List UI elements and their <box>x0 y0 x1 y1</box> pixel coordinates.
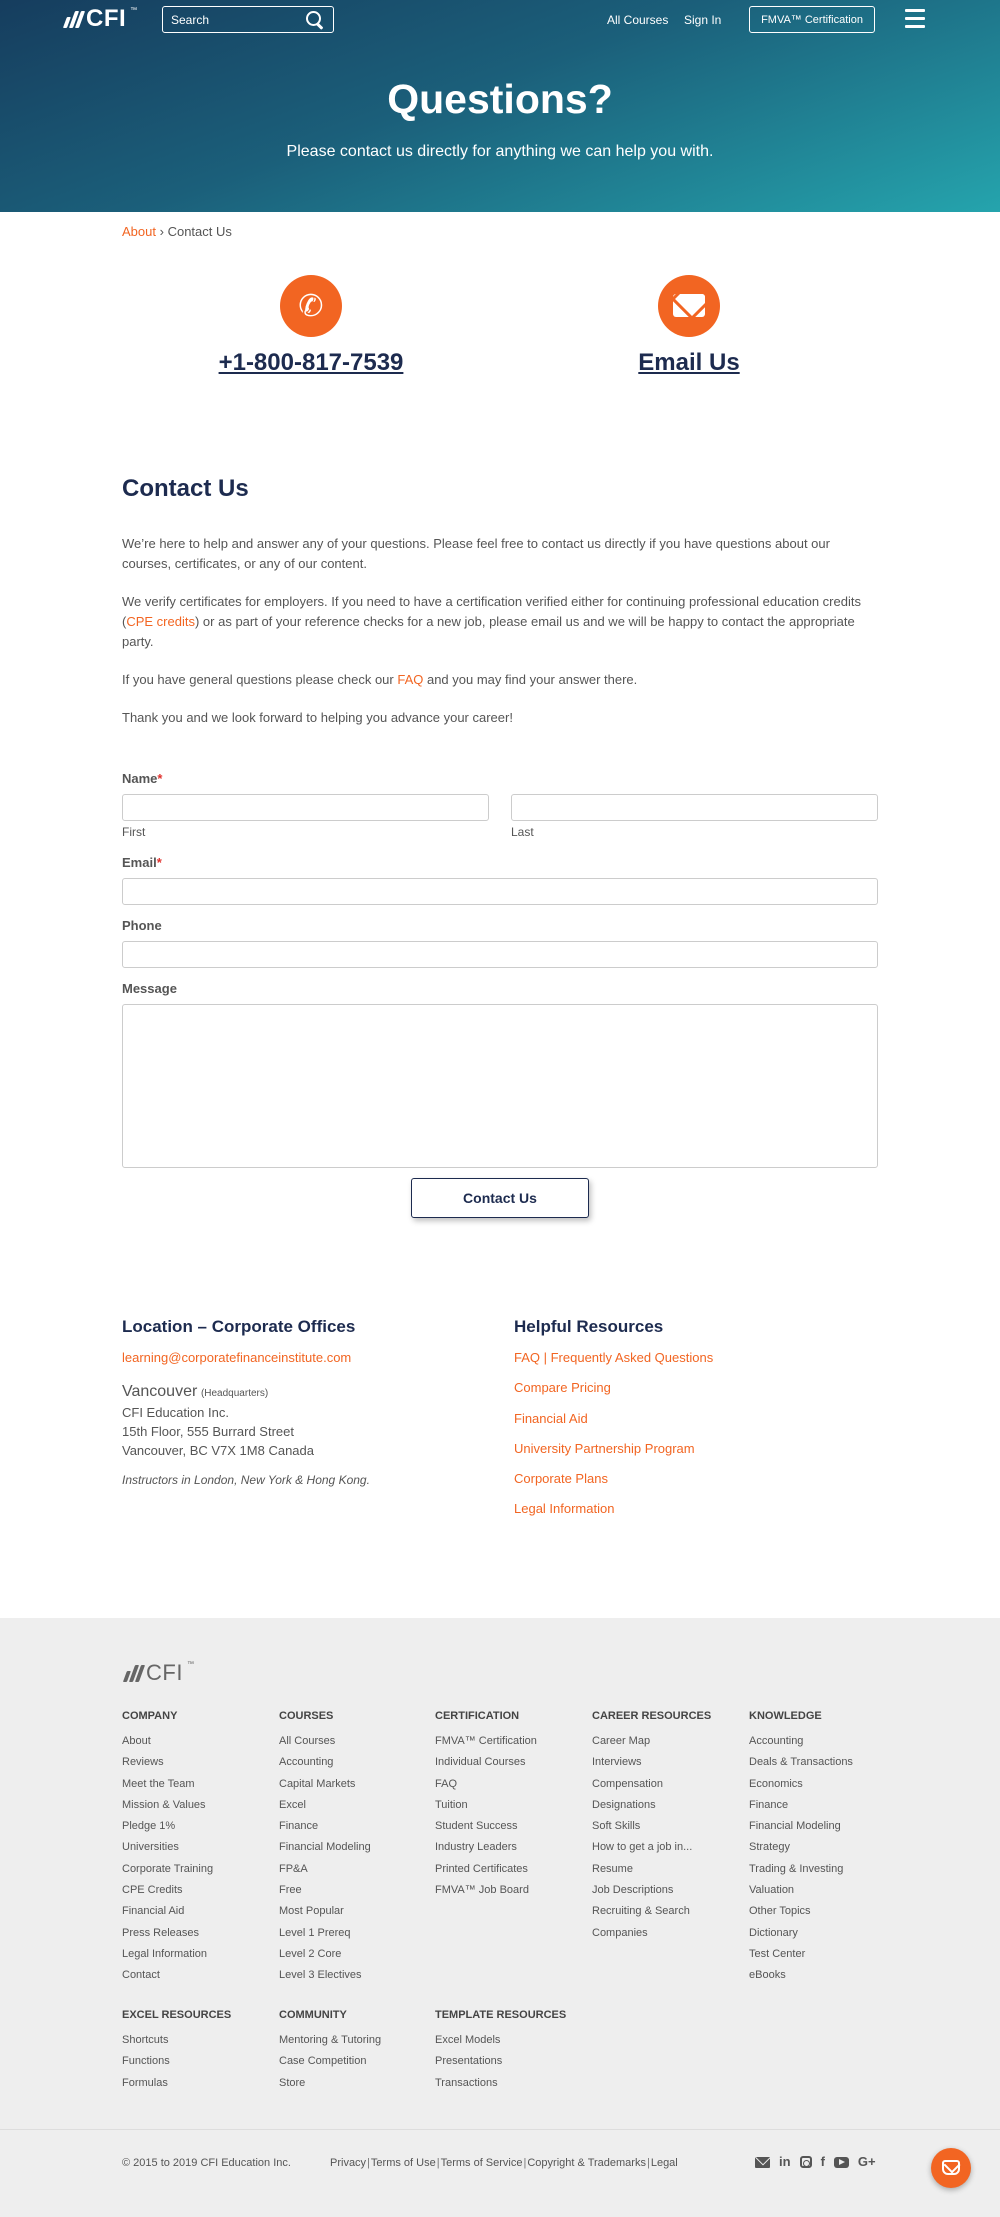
breadcrumb <box>122 224 232 239</box>
footer-logo[interactable]: CFI ™ <box>126 1661 194 1685</box>
resource-link-legal-information[interactable]: Legal Information <box>514 1501 615 1516</box>
hamburger-menu-icon[interactable] <box>905 9 925 29</box>
social-links <box>755 2154 876 2170</box>
phone-label: Phone <box>122 918 162 933</box>
name-label: Name* <box>122 771 163 786</box>
footer-column-career-resources: CAREER RESOURCES Career Map Interviews Compensation Designations Soft Skills How to get a job in... Resume Job Descriptions Recruiting & Search Companies <box>592 1710 711 1947</box>
cfi-logo[interactable]: CFI ™ <box>66 7 137 31</box>
phone-field[interactable] <box>122 941 878 968</box>
footer-link[interactable]: Deals & Transactions <box>749 1756 853 1769</box>
footer-link[interactable]: All Courses <box>279 1735 336 1747</box>
footer-link[interactable]: Designations <box>592 1798 656 1811</box>
footer-link[interactable]: FP&A <box>279 1862 308 1875</box>
city-address: Vancouver, BC V7X 1M8 Canada <box>122 1443 314 1458</box>
faq-paragraph: If you have general questions please check our FAQ and you may find your answer there. <box>122 672 638 687</box>
footer-link[interactable]: Legal Information <box>122 1947 207 1960</box>
company-name: CFI Education Inc. <box>122 1405 229 1420</box>
footer-link[interactable]: Individual Courses <box>435 1756 526 1769</box>
contact-us-submit-button[interactable]: Contact Us <box>411 1178 589 1218</box>
footer-link[interactable]: Career Map <box>592 1735 651 1747</box>
privacy-link[interactable]: Privacy <box>330 2157 367 2169</box>
footer-link[interactable]: About <box>122 1735 151 1747</box>
footer-link[interactable]: Pledge 1% <box>122 1820 176 1833</box>
street-address: 15th Floor, 555 Burrard Street <box>122 1424 294 1439</box>
last-name-field[interactable] <box>511 794 878 821</box>
footer-link[interactable]: Capital Markets <box>279 1777 356 1790</box>
thank-you-paragraph: Thank you and we look forward to helping you advance your career! <box>122 710 513 725</box>
envelope-icon[interactable] <box>658 275 720 337</box>
footer-column-template-resources: TEMPLATE RESOURCES Excel Models Presentations Transactions <box>435 2009 566 2097</box>
email-card <box>569 275 809 377</box>
footer-column-knowledge: KNOWLEDGE Accounting Deals & Transactions Economics Finance Financial Modeling Strategy Trading & Investing Valuation Other Topics Dictionary Test Center eBooks <box>749 1710 853 1990</box>
top-navigation <box>0 0 1000 40</box>
email-us-link[interactable]: Email Us <box>638 349 740 376</box>
copyright-trademarks-link[interactable]: Copyright & Trademarks <box>527 2157 646 2169</box>
footer-link[interactable]: Level 1 Prereq <box>279 1926 351 1939</box>
headquarters-note: (Headquarters) <box>200 1388 269 1399</box>
terms-of-service-link[interactable]: Terms of Service <box>440 2157 523 2169</box>
footer-link[interactable]: Recruiting & Search <box>592 1905 690 1918</box>
faq-link[interactable]: FAQ <box>397 672 424 687</box>
youtube-icon[interactable] <box>834 2157 849 2168</box>
cpe-credits-link[interactable]: CPE credits <box>126 614 195 629</box>
footer-link[interactable]: Free <box>279 1884 302 1897</box>
footer-link[interactable]: Meet the Team <box>122 1777 195 1790</box>
footer-link[interactable]: Strategy <box>749 1841 790 1854</box>
footer-link[interactable]: Finance <box>749 1798 789 1811</box>
search-input[interactable] <box>162 6 334 33</box>
footer-link[interactable]: Financial Modeling <box>279 1841 371 1854</box>
footer-link[interactable]: Functions <box>122 2055 170 2068</box>
footer-link[interactable]: Other Topics <box>749 1905 811 1918</box>
footer-link[interactable]: Economics <box>749 1777 803 1790</box>
fmva-certification-button[interactable]: FMVA™ Certification <box>749 6 875 33</box>
location-title: Location – Corporate Offices <box>122 1317 356 1336</box>
footer-link[interactable]: FMVA™ Certification <box>435 1735 537 1747</box>
resource-link-university-partnership[interactable]: University Partnership Program <box>514 1441 695 1456</box>
footer-column-certification: CERTIFICATION FMVA™ Certification Individual Courses FAQ Tuition Student Success Industry Leaders Printed Certificates FMVA™ Job Board <box>435 1710 537 1904</box>
footer-link[interactable]: Reviews <box>122 1756 164 1769</box>
terms-of-use-link[interactable]: Terms of Use <box>370 2157 436 2169</box>
footer-link[interactable]: Transactions <box>435 2076 498 2089</box>
breadcrumb-separator: › <box>159 224 164 239</box>
footer-link[interactable]: Presentations <box>435 2055 503 2068</box>
footer-link[interactable]: Companies <box>592 1926 648 1939</box>
contact-section-title: Contact Us <box>122 475 249 502</box>
footer-link[interactable]: Accounting <box>749 1735 804 1747</box>
footer-link[interactable]: Printed Certificates <box>435 1862 528 1875</box>
breadcrumb-current: Contact Us <box>167 224 232 239</box>
chat-envelope-icon <box>942 2160 960 2175</box>
city-name: Vancouver <box>122 1383 198 1400</box>
email-field[interactable] <box>122 878 878 905</box>
footer-link[interactable]: Case Competition <box>279 2055 367 2068</box>
message-textarea[interactable] <box>122 1004 878 1168</box>
copyright-text: © 2015 to 2019 CFI Education Inc. <box>122 2157 291 2169</box>
email-label: Email* <box>122 855 162 870</box>
footer-link[interactable]: Valuation <box>749 1884 795 1897</box>
mail-icon[interactable] <box>755 2157 770 2168</box>
hero-banner <box>0 0 1000 212</box>
footer-logo-mark-icon <box>123 1665 145 1682</box>
chat-support-button[interactable] <box>931 2148 971 2188</box>
footer-link[interactable]: Compensation <box>592 1777 663 1790</box>
nav-sign-in-link[interactable]: Sign In <box>684 13 722 27</box>
footer-link[interactable]: Financial Modeling <box>749 1820 841 1833</box>
footer-link[interactable]: Mission & Values <box>122 1798 206 1811</box>
phone-number-link[interactable]: +1-800-817-7539 <box>218 349 404 376</box>
nav-all-courses-link[interactable]: All Courses <box>607 13 669 27</box>
footer-column-excel-resources: EXCEL RESOURCES Shortcuts Functions Formulas <box>122 2009 231 2097</box>
footer-link[interactable]: Finance <box>279 1820 319 1833</box>
facebook-icon[interactable]: f <box>820 2154 825 2169</box>
breadcrumb-about-link[interactable]: About <box>122 224 156 239</box>
phone-icon[interactable]: ✆ <box>280 275 342 337</box>
footer-bottom-bar <box>0 2130 1000 2217</box>
footer-link[interactable]: Level 2 Core <box>279 1947 342 1960</box>
footer-link[interactable]: Store <box>279 2076 306 2089</box>
linkedin-icon[interactable]: in <box>779 2154 791 2169</box>
footer-link[interactable]: Universities <box>122 1841 179 1854</box>
footer-link[interactable]: Student Success <box>435 1820 518 1833</box>
footer-link[interactable]: Excel <box>279 1798 306 1811</box>
phone-card <box>191 275 431 377</box>
hero-title: Questions? <box>387 76 613 122</box>
footer-link[interactable]: Accounting <box>279 1756 334 1769</box>
footer-link[interactable]: eBooks <box>749 1969 786 1982</box>
resource-link-corporate-plans[interactable]: Corporate Plans <box>514 1471 608 1486</box>
footer-link[interactable]: Resume <box>592 1862 633 1875</box>
resource-link-compare-pricing[interactable]: Compare Pricing <box>514 1380 611 1395</box>
resources-title: Helpful Resources <box>514 1317 664 1336</box>
footer-link[interactable]: Tuition <box>435 1798 468 1811</box>
instagram-icon[interactable] <box>800 2156 812 2168</box>
footer-link[interactable]: Industry Leaders <box>435 1841 517 1854</box>
search-placeholder: Search <box>171 12 210 27</box>
footer-link[interactable]: Mentoring & Tutoring <box>279 2034 382 2046</box>
intro-paragraph: We’re here to help and answer any of your questions. Please feel free to contact us directly if you have questions about our courses, certificates, or any of our content. <box>122 536 830 571</box>
footer-link[interactable]: How to get a job in... <box>592 1841 693 1854</box>
footer-column-community: COMMUNITY Mentoring & Tutoring Case Competition Store <box>279 2009 381 2097</box>
footer-link[interactable]: Press Releases <box>122 1926 200 1939</box>
footer-link[interactable]: Most Popular <box>279 1905 344 1918</box>
message-label: Message <box>122 981 177 996</box>
footer-link[interactable]: Test Center <box>749 1947 806 1960</box>
footer-link[interactable]: CPE Credits <box>122 1884 183 1897</box>
footer-divider <box>0 2129 1000 2130</box>
resource-link-faq[interactable]: FAQ | Frequently Asked Questions <box>514 1350 714 1365</box>
footer-link[interactable]: Trading & Investing <box>749 1862 844 1875</box>
location-email-link[interactable]: learning@corporatefinanceinstitute.com <box>122 1350 352 1365</box>
resource-link-financial-aid[interactable]: Financial Aid <box>514 1411 588 1426</box>
footer-link[interactable]: FMVA™ Job Board <box>435 1884 529 1897</box>
footer-link[interactable]: Soft Skills <box>592 1820 641 1833</box>
footer-link[interactable]: Job Descriptions <box>592 1884 674 1897</box>
footer-column-courses: COURSES All Courses Accounting Capital Markets Excel Finance Financial Modeling FP&A Free Most Popular Level 1 Prereq Level 2 Core Level 3 Electives <box>279 1710 371 1990</box>
last-sublabel: Last <box>511 825 534 839</box>
first-sublabel: First <box>122 825 146 839</box>
footer-link[interactable]: Excel Models <box>435 2034 501 2046</box>
address-block <box>122 1382 314 1460</box>
hero-subtitle: Please contact us directly for anything we can help you with. <box>286 143 714 160</box>
footer-link[interactable]: Dictionary <box>749 1926 798 1939</box>
footer-link[interactable]: Contact <box>122 1969 160 1982</box>
instructors-note: Instructors in London, New York & Hong Kong. <box>122 1473 370 1487</box>
google-plus-icon[interactable]: G+ <box>857 2154 876 2169</box>
footer-link[interactable]: Shortcuts <box>122 2034 169 2046</box>
first-name-field[interactable] <box>122 794 489 821</box>
legal-links: Privacy | Terms of Use | Terms of Service | Copyright & Trademarks | Legal <box>330 2157 678 2169</box>
footer-link[interactable]: Formulas <box>122 2076 168 2089</box>
search-icon[interactable] <box>305 10 325 30</box>
footer-link[interactable]: Level 3 Electives <box>279 1969 362 1982</box>
legal-link[interactable]: Legal <box>650 2157 678 2169</box>
footer-link[interactable]: FAQ <box>435 1777 458 1790</box>
footer-column-company: COMPANY About Reviews Meet the Team Mission & Values Pledge 1% Universities Corporate Training CPE Credits Financial Aid Press Releases Legal Information Contact <box>122 1710 213 1990</box>
footer-link[interactable]: Financial Aid <box>122 1905 185 1918</box>
footer-link[interactable]: Interviews <box>592 1756 642 1769</box>
verification-paragraph: We verify certificates for employers. If you need to have a certification verified either for continuing professional education credits (CPE credits) or as part of your reference checks for a new job, please email us and we will be happy to contact the appropriate party. <box>122 594 861 649</box>
footer-link[interactable]: Corporate Training <box>122 1862 214 1875</box>
logo-mark-icon <box>63 11 85 28</box>
